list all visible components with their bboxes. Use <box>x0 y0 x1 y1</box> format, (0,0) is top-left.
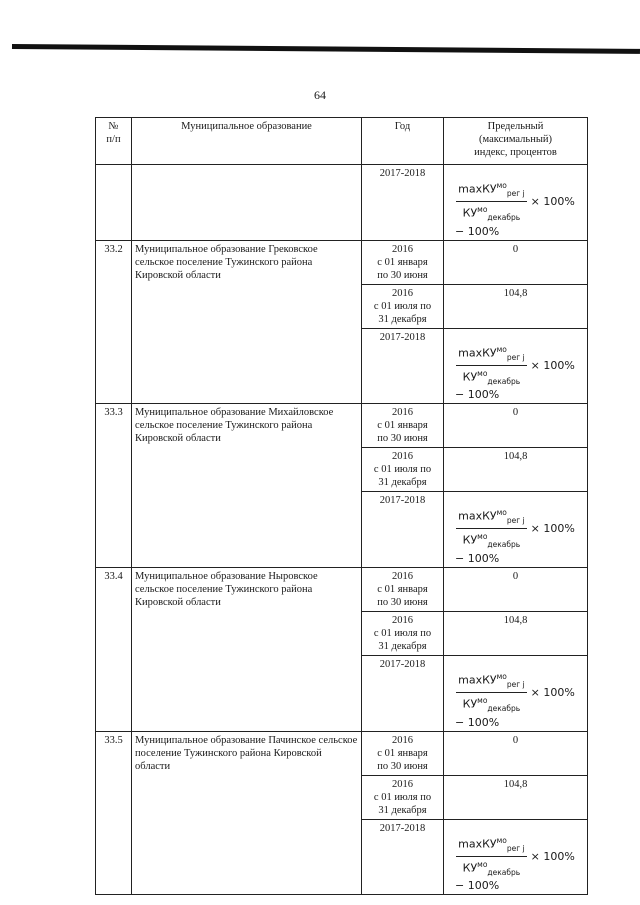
cell-year: 2016 с 01 июля по 31 декабря <box>362 284 444 328</box>
cell-num: 33.2 <box>96 240 132 404</box>
cell-index: 104,8 <box>444 448 588 492</box>
cell-municipality: Муниципальное образование Грековское сельское поселение Тужинского района Кировской области <box>132 240 362 404</box>
cell-year: 2017-2018 <box>362 819 444 895</box>
cell-municipality <box>132 165 362 241</box>
index-formula <box>447 179 584 224</box>
formula-fraction <box>456 343 527 388</box>
cell-municipality: Муниципальное образование Пачинское сельское поселение Тужинского района Кировской области <box>132 731 362 895</box>
formula-denominator: $КУ^{мо}_{декабрь}$ <box>462 368 521 386</box>
cell-index-formula <box>444 656 588 732</box>
formula-fraction <box>456 506 527 551</box>
cell-num: 33.4 <box>96 568 132 732</box>
cell-index: 0 <box>444 731 588 775</box>
formula-numerator: maxКУ$^{мо}_{рег j}$ <box>456 343 527 366</box>
header-index: Предельный (максимальный) индекс, процентов <box>444 118 588 165</box>
top-rule <box>12 44 640 54</box>
formula-numerator: maxКУ$^{мо}_{рег j}$ <box>456 834 527 857</box>
formula-numerator: maxКУ$^{мо}_{рег j}$ <box>456 670 527 693</box>
cell-year: 2017-2018 <box>362 492 444 568</box>
cell-year: 2016 с 01 января по 30 июня <box>362 404 444 448</box>
cell-year: 2016 с 01 июля по 31 декабря <box>362 775 444 819</box>
cell-index: 0 <box>444 404 588 448</box>
header-year: Год <box>362 118 444 165</box>
page-number: 64 <box>314 88 326 102</box>
table-header-row <box>96 118 588 165</box>
formula-times: × 100% <box>530 522 575 536</box>
formula-fraction <box>456 670 527 715</box>
cell-index: 0 <box>444 568 588 612</box>
table-row <box>96 165 588 241</box>
formula-times: × 100% <box>530 194 575 208</box>
cell-year: 2016 с 01 января по 30 июня <box>362 568 444 612</box>
table-row <box>96 404 588 448</box>
cell-num <box>96 165 132 241</box>
header-municipality: Муниципальное образование <box>132 118 362 165</box>
cell-year: 2017-2018 <box>362 165 444 241</box>
formula-minus: − 100% <box>455 552 500 566</box>
index-formula <box>447 343 584 388</box>
formula-minus: − 100% <box>455 715 500 729</box>
formula-minus: − 100% <box>455 224 500 238</box>
formula-times: × 100% <box>530 685 575 699</box>
cell-municipality: Муниципальное образование Михайловское сельское поселение Тужинского района Кировской области <box>132 404 362 568</box>
cell-year: 2016 с 01 июля по 31 декабря <box>362 612 444 656</box>
cell-index: 104,8 <box>444 612 588 656</box>
cell-index: 104,8 <box>444 775 588 819</box>
table-row <box>96 568 588 612</box>
cell-year: 2016 с 01 января по 30 июня <box>362 731 444 775</box>
cell-year: 2017-2018 <box>362 656 444 732</box>
index-formula <box>447 670 584 715</box>
cell-index-formula <box>444 819 588 895</box>
limit-index-table <box>95 117 588 895</box>
cell-year: 2016 с 01 июля по 31 декабря <box>362 448 444 492</box>
cell-index: 104,8 <box>444 284 588 328</box>
table-row <box>96 240 588 284</box>
cell-index-formula <box>444 165 588 241</box>
formula-denominator: $КУ^{мо}_{декабрь}$ <box>462 695 521 713</box>
formula-denominator: $КУ^{мо}_{декабрь}$ <box>462 204 521 222</box>
cell-index-formula <box>444 328 588 404</box>
formula-numerator: maxКУ$^{мо}_{рег j}$ <box>456 179 527 202</box>
cell-municipality: Муниципальное образование Ныровское сельское поселение Тужинского района Кировской области <box>132 568 362 732</box>
cell-num: 33.3 <box>96 404 132 568</box>
index-formula <box>447 506 584 551</box>
index-formula <box>447 834 584 879</box>
formula-denominator: $КУ^{мо}_{декабрь}$ <box>462 532 521 550</box>
table-row <box>96 731 588 775</box>
formula-minus: − 100% <box>455 388 500 402</box>
formula-fraction <box>456 179 527 224</box>
formula-times: × 100% <box>530 849 575 863</box>
cell-index-formula <box>444 492 588 568</box>
formula-denominator: $КУ^{мо}_{декабрь}$ <box>462 859 521 877</box>
table-body <box>96 165 588 895</box>
cell-year: 2016 с 01 января по 30 июня <box>362 240 444 284</box>
formula-minus: − 100% <box>455 879 500 893</box>
cell-num: 33.5 <box>96 731 132 895</box>
formula-times: × 100% <box>530 358 575 372</box>
cell-index: 0 <box>444 240 588 284</box>
formula-fraction <box>456 834 527 879</box>
formula-numerator: maxКУ$^{мо}_{рег j}$ <box>456 506 527 529</box>
cell-year: 2017-2018 <box>362 328 444 404</box>
header-num: № п/п <box>96 118 132 165</box>
